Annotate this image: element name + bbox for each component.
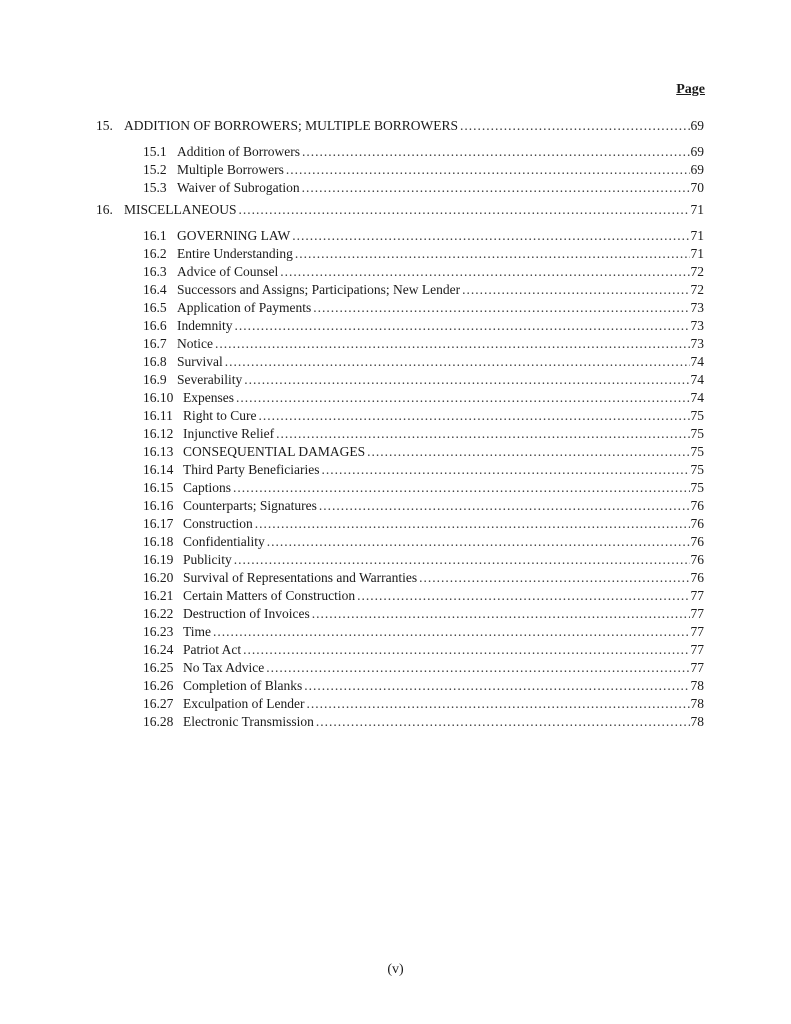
toc-entry-title: Severability <box>177 372 243 387</box>
toc-entry-16-23[interactable] <box>143 624 704 640</box>
toc-entry-number: 16.21 <box>143 588 174 603</box>
toc-entry-title: Third Party Beneficiaries <box>183 462 320 477</box>
toc-entry-number: 15.3 <box>143 180 167 195</box>
toc-entry-title: Construction <box>183 516 253 531</box>
toc-entry-number: 15. <box>96 118 113 133</box>
toc-entry-number: 16.23 <box>143 624 174 639</box>
toc-entry-16-6[interactable] <box>143 318 704 334</box>
toc-entry-title: Expenses <box>183 390 234 405</box>
toc-entry-number: 16.25 <box>143 660 174 675</box>
toc-entry-title: Patriot Act <box>183 642 242 657</box>
dot-leader <box>302 144 690 160</box>
toc-entry-16-18[interactable] <box>143 534 704 550</box>
toc-entry-number: 16.24 <box>143 642 174 657</box>
toc-entry-number: 16.5 <box>143 300 167 315</box>
toc-entry-number: 16.16 <box>143 498 174 513</box>
toc-entry-page: 78 <box>690 696 704 711</box>
dot-leader <box>234 552 690 568</box>
toc-entry-title: Waiver of Subrogation <box>177 180 300 195</box>
dot-leader <box>215 336 690 352</box>
toc-entry-title: Electronic Transmission <box>183 714 314 729</box>
toc-entry-page: 77 <box>690 606 704 621</box>
dot-leader <box>367 444 689 460</box>
dot-leader <box>280 264 689 280</box>
toc-entry-16-4[interactable] <box>143 282 704 298</box>
toc-entry-number: 16.28 <box>143 714 174 729</box>
toc-entry-label <box>143 678 302 694</box>
toc-entry-label <box>143 372 242 388</box>
toc-entry-page: 76 <box>690 570 704 585</box>
toc-entry-label <box>143 696 304 712</box>
toc-entry-title: Confidentiality <box>183 534 265 549</box>
toc-entry-page: 73 <box>690 336 704 351</box>
dot-leader <box>213 624 689 640</box>
toc-entry-page: 70 <box>690 180 704 195</box>
dot-leader <box>233 480 689 496</box>
toc-entry-page: 77 <box>690 642 704 657</box>
toc-entry-number: 16.1 <box>143 228 167 243</box>
toc-section-15[interactable] <box>96 118 704 134</box>
toc-entry-number: 16.12 <box>143 426 174 441</box>
toc-entry-page: 75 <box>690 444 704 459</box>
dot-leader <box>316 714 690 730</box>
dot-leader <box>259 408 690 424</box>
toc-entry-16-17[interactable] <box>143 516 704 532</box>
dot-leader <box>243 642 689 658</box>
toc-entry-number: 15.2 <box>143 162 167 177</box>
toc-entry-number: 16.18 <box>143 534 174 549</box>
toc-entry-16-1[interactable] <box>143 228 704 244</box>
toc-entry-number: 16.17 <box>143 516 174 531</box>
dot-leader <box>462 282 689 298</box>
toc-entry-number: 16.20 <box>143 570 174 585</box>
toc-entry-number: 16.8 <box>143 354 167 369</box>
toc-entry-label <box>96 202 237 218</box>
toc-entry-number: 16.13 <box>143 444 174 459</box>
toc-entry-label <box>143 426 274 442</box>
page-number-footer: (v) <box>387 962 404 977</box>
toc-entry-label <box>143 552 232 568</box>
toc-entry-page: 72 <box>690 282 704 297</box>
toc-entry-page: 76 <box>690 498 704 513</box>
toc-entry-number: 16.27 <box>143 696 174 711</box>
toc-entry-label <box>143 336 213 352</box>
toc-entry-page: 78 <box>690 714 704 729</box>
toc-entry-16-20[interactable] <box>143 570 704 586</box>
toc-entry-page: 69 <box>690 144 704 159</box>
toc-entry-page: 71 <box>690 246 704 261</box>
toc-entry-page: 76 <box>690 516 704 531</box>
page-column-heading: Page <box>676 82 705 97</box>
toc-entry-label <box>143 498 317 514</box>
toc-entry-page: 75 <box>690 480 704 495</box>
toc-entry-16-9[interactable] <box>143 372 704 388</box>
toc-entry-title: ADDITION OF BORROWERS; MULTIPLE BORROWERS <box>124 118 459 133</box>
toc-entry-label <box>143 180 300 196</box>
toc-entry-number: 16. <box>96 202 113 217</box>
toc-entry-15-3[interactable] <box>143 180 704 196</box>
dot-leader <box>302 180 690 196</box>
toc-entry-page: 77 <box>690 624 704 639</box>
toc-entry-label <box>143 606 310 622</box>
toc-entry-16-13[interactable] <box>143 444 704 460</box>
dot-leader <box>225 354 690 370</box>
toc-entry-page: 72 <box>690 264 704 279</box>
toc-entry-16-12[interactable] <box>143 426 704 442</box>
toc-entry-16-7[interactable] <box>143 336 704 352</box>
toc-entry-16-22[interactable] <box>143 606 704 622</box>
dot-leader <box>292 228 689 244</box>
toc-entry-title: No Tax Advice <box>183 660 265 675</box>
toc-entry-title: Application of Payments <box>177 300 312 315</box>
toc-entry-label <box>143 228 290 244</box>
toc-entry-title: Survival <box>177 354 223 369</box>
toc-entry-label <box>143 300 311 316</box>
toc-entry-page: 73 <box>690 318 704 333</box>
toc-entry-title: Captions <box>183 480 232 495</box>
toc-entry-title: Counterparts; Signatures <box>183 498 317 513</box>
dot-leader <box>357 588 689 604</box>
toc-entry-number: 16.26 <box>143 678 174 693</box>
toc-entry-title: Survival of Representations and Warranties <box>183 570 418 585</box>
toc-entry-number: 16.7 <box>143 336 167 351</box>
toc-entry-title: Publicity <box>183 552 232 567</box>
toc-entry-label <box>143 624 211 640</box>
toc-entry-page: 74 <box>690 354 704 369</box>
toc-entry-title: Injunctive Relief <box>183 426 275 441</box>
toc-entry-page: 75 <box>690 426 704 441</box>
toc-entry-label <box>143 444 365 460</box>
toc-entry-title: GOVERNING LAW <box>177 228 291 243</box>
toc-entry-16-21[interactable] <box>143 588 704 604</box>
toc-entry-page: 78 <box>690 678 704 693</box>
toc-entry-title: Exculpation of Lender <box>183 696 305 711</box>
toc-entry-label <box>143 660 264 676</box>
toc-entry-label <box>143 714 314 730</box>
toc-entry-number: 16.15 <box>143 480 174 495</box>
toc-entry-page: 77 <box>690 588 704 603</box>
toc-entry-number: 16.14 <box>143 462 174 477</box>
toc-entry-page: 71 <box>690 228 704 243</box>
toc-entry-page: 75 <box>690 408 704 423</box>
dot-leader <box>244 372 689 388</box>
toc-entry-label <box>143 318 233 334</box>
dot-leader <box>306 696 689 712</box>
dot-leader <box>313 300 689 316</box>
toc-entry-16-14[interactable] <box>143 462 704 478</box>
dot-leader <box>419 570 689 586</box>
toc-entry-page: 74 <box>690 372 704 387</box>
toc-entry-title: Time <box>183 624 212 639</box>
toc-entry-title: Destruction of Invoices <box>183 606 310 621</box>
toc-entry-16-19[interactable] <box>143 552 704 568</box>
toc-entry-16-15[interactable] <box>143 480 704 496</box>
toc-entry-label <box>143 264 278 280</box>
toc-entry-label <box>143 144 300 160</box>
toc-entry-page: 76 <box>690 534 704 549</box>
toc-entry-16-2[interactable] <box>143 246 704 262</box>
toc-entry-label <box>143 282 460 298</box>
dot-leader <box>304 678 689 694</box>
toc-entry-title: Multiple Borrowers <box>177 162 284 177</box>
toc-entry-number: 15.1 <box>143 144 167 159</box>
dot-leader <box>235 318 690 334</box>
dot-leader <box>236 390 690 406</box>
toc-entry-15-2[interactable] <box>143 162 704 178</box>
toc-entry-16-25[interactable] <box>143 660 704 676</box>
toc-entry-label <box>143 246 293 262</box>
toc-entry-page: 71 <box>690 202 704 217</box>
toc-entry-label <box>143 588 355 604</box>
toc-entry-label <box>143 354 223 370</box>
dot-leader <box>312 606 690 622</box>
dot-leader <box>239 202 690 218</box>
toc-entry-number: 16.6 <box>143 318 167 333</box>
toc-entry-16-11[interactable] <box>143 408 704 424</box>
toc-entry-number: 16.19 <box>143 552 174 567</box>
toc-entry-16-26[interactable] <box>143 678 704 694</box>
toc-entry-label <box>143 390 234 406</box>
toc-entry-16-8[interactable] <box>143 354 704 370</box>
toc-entry-title: Certain Matters of Construction <box>183 588 356 603</box>
toc-entry-page: 75 <box>690 462 704 477</box>
toc-entry-page: 76 <box>690 552 704 567</box>
toc-entry-16-16[interactable] <box>143 498 704 514</box>
toc-entry-page: 73 <box>690 300 704 315</box>
dot-leader <box>267 534 690 550</box>
toc-entry-page: 69 <box>690 118 704 133</box>
dot-leader <box>286 162 690 178</box>
toc-entry-16-10[interactable] <box>143 390 704 406</box>
toc-entry-number: 16.2 <box>143 246 167 261</box>
toc-entry-title: Right to Cure <box>183 408 257 423</box>
toc-entry-title: Notice <box>177 336 213 351</box>
toc-entry-title: CONSEQUENTIAL DAMAGES <box>183 444 366 459</box>
toc-entry-page: 69 <box>690 162 704 177</box>
toc-entry-label <box>143 162 284 178</box>
toc-entry-title: Advice of Counsel <box>177 264 279 279</box>
toc-entry-title: Completion of Blanks <box>183 678 303 693</box>
toc-entry-title: Indemnity <box>177 318 233 333</box>
toc-entry-label <box>143 480 231 496</box>
dot-leader <box>321 462 689 478</box>
toc-entry-title: Addition of Borrowers <box>177 144 300 159</box>
toc-entry-page: 77 <box>690 660 704 675</box>
dot-leader <box>295 246 690 262</box>
toc-entry-16-28[interactable] <box>143 714 704 730</box>
toc-entry-label <box>143 642 241 658</box>
toc-entry-16-3[interactable] <box>143 264 704 280</box>
toc-entry-16-24[interactable] <box>143 642 704 658</box>
toc-entry-number: 16.9 <box>143 372 167 387</box>
dot-leader <box>276 426 689 442</box>
toc-entry-label <box>143 516 253 532</box>
dot-leader <box>266 660 689 676</box>
dot-leader <box>255 516 690 532</box>
toc-entry-16-27[interactable] <box>143 696 704 712</box>
toc-entry-label <box>143 408 257 424</box>
toc-entry-number: 16.4 <box>143 282 167 297</box>
toc-entry-number: 16.11 <box>143 408 173 423</box>
dot-leader <box>319 498 690 514</box>
toc-section-16[interactable] <box>96 202 704 218</box>
toc-entry-title: MISCELLANEOUS <box>124 202 237 217</box>
toc-entry-title: Entire Understanding <box>177 246 293 261</box>
toc-entry-label <box>143 534 265 550</box>
toc-entry-number: 16.3 <box>143 264 167 279</box>
toc-entry-number: 16.10 <box>143 390 174 405</box>
toc-entry-label <box>143 462 319 478</box>
toc-entry-16-5[interactable] <box>143 300 704 316</box>
toc-entry-page: 74 <box>690 390 704 405</box>
toc-entry-title: Successors and Assigns; Participations; New Lender <box>177 282 461 297</box>
toc-entry-15-1[interactable] <box>143 144 704 160</box>
dot-leader <box>460 118 689 134</box>
toc-entry-number: 16.22 <box>143 606 174 621</box>
toc-entry-label <box>96 118 458 134</box>
toc-entry-label <box>143 570 417 586</box>
